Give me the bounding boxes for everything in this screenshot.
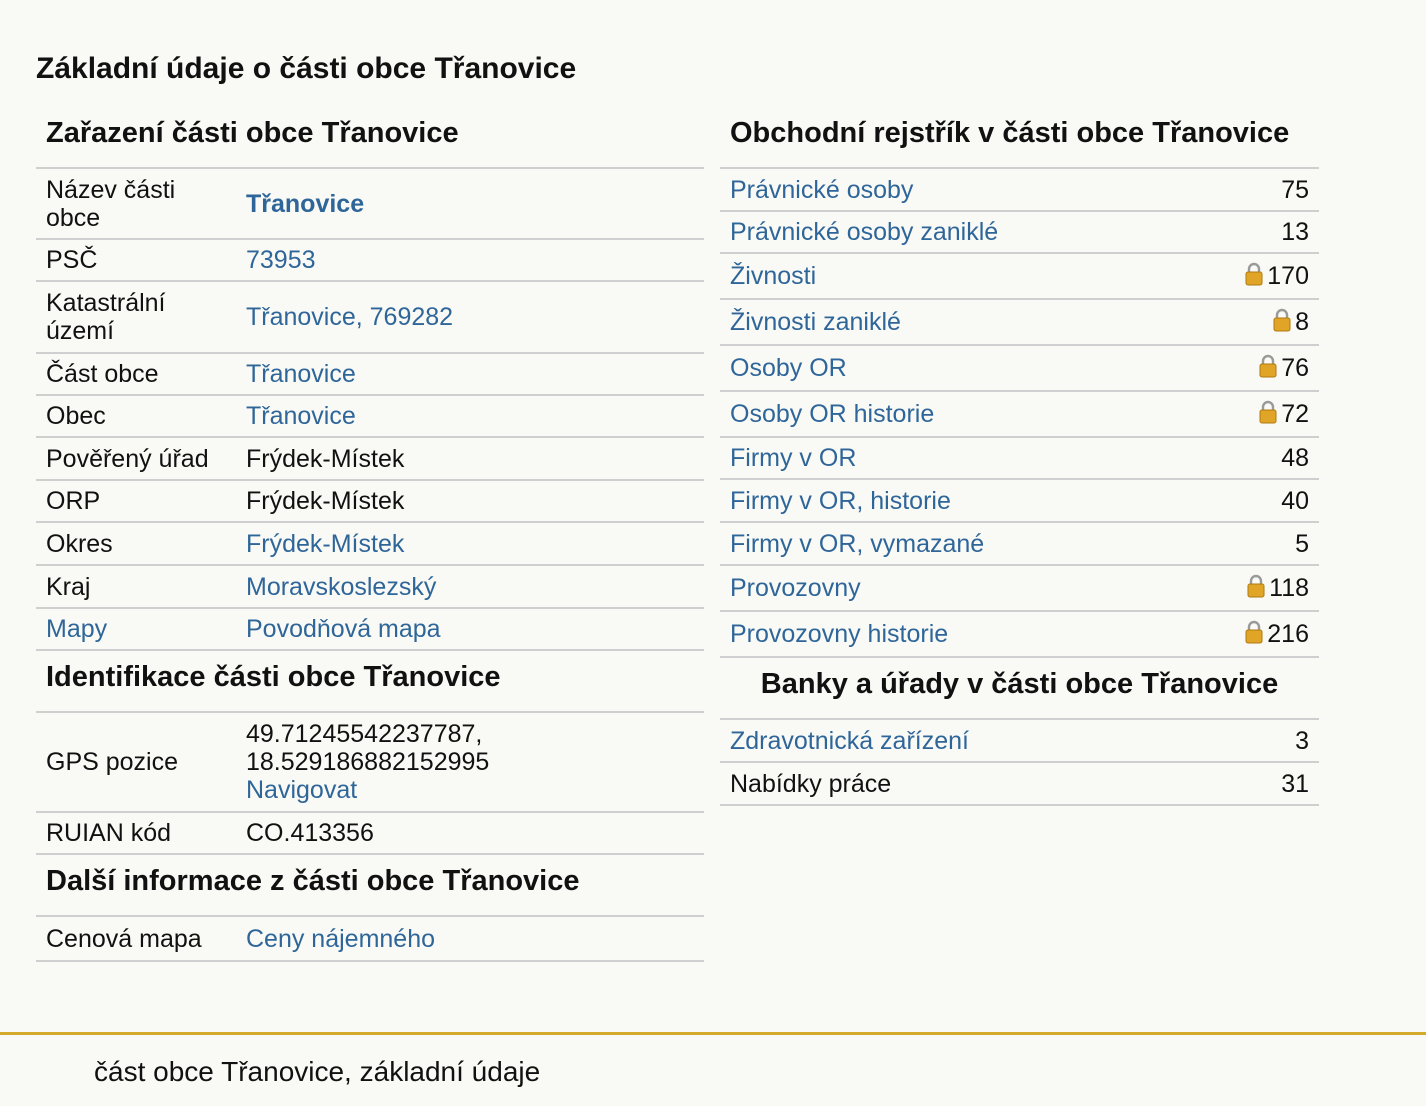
footer-text: část obce Třanovice, základní údaje bbox=[94, 1056, 541, 1087]
ceny-najemneho-link[interactable]: Ceny nájemného bbox=[236, 917, 704, 961]
table-row bbox=[36, 812, 704, 854]
row-label: Název části obce bbox=[36, 169, 236, 239]
obchodni-link[interactable]: Firmy v OR, vymazané bbox=[720, 522, 1184, 565]
row-count bbox=[1184, 345, 1319, 391]
row-label: GPS pozice bbox=[36, 713, 236, 812]
navigate-link[interactable]: Navigovat bbox=[246, 776, 358, 804]
table-row bbox=[36, 281, 704, 353]
obchodni-link[interactable]: Firmy v OR bbox=[720, 437, 1184, 479]
identifikace-table bbox=[36, 713, 704, 855]
row-count-value: 72 bbox=[1281, 400, 1309, 428]
table-row bbox=[36, 395, 704, 437]
table-row bbox=[720, 565, 1319, 611]
table-row bbox=[720, 211, 1319, 253]
row-label: Cenová mapa bbox=[36, 917, 236, 961]
row-label: PSČ bbox=[36, 239, 236, 281]
row-count-value: 216 bbox=[1267, 620, 1309, 648]
gps-value bbox=[236, 713, 704, 812]
dalsi-heading: Další informace z části obce Třanovice bbox=[36, 855, 704, 917]
row-count bbox=[1184, 253, 1319, 299]
povodnova-mapa-link[interactable]: Povodňová mapa bbox=[236, 608, 704, 650]
obchodni-link[interactable]: Právnické osoby zaniklé bbox=[720, 211, 1184, 253]
row-label: ORP bbox=[36, 480, 236, 522]
row-count-value: 118 bbox=[1269, 574, 1309, 602]
table-row bbox=[720, 391, 1319, 437]
banky-table bbox=[720, 720, 1319, 806]
table-row bbox=[36, 608, 704, 650]
row-count-value: 48 bbox=[1281, 444, 1309, 472]
row-value: Frýdek-Místek bbox=[236, 437, 704, 480]
obec-link[interactable]: Třanovice bbox=[236, 395, 704, 437]
table-row bbox=[36, 522, 704, 565]
row-label: Pověřený úřad bbox=[36, 437, 236, 480]
table-row bbox=[720, 479, 1319, 522]
zarazeni-table bbox=[36, 169, 704, 651]
row-label: Obec bbox=[36, 395, 236, 437]
table-row bbox=[36, 169, 704, 239]
row-count-value: 13 bbox=[1281, 218, 1309, 246]
obchodni-link[interactable]: Živnosti zaniklé bbox=[720, 299, 1184, 345]
row-count-value: 8 bbox=[1295, 308, 1309, 336]
row-count bbox=[1184, 479, 1319, 522]
dalsi-table bbox=[36, 917, 704, 962]
lock-icon bbox=[1245, 620, 1263, 644]
obchodni-link[interactable]: Provozovny bbox=[720, 565, 1184, 611]
row-label: Katastrální území bbox=[36, 281, 236, 353]
table-row bbox=[720, 762, 1319, 805]
table-row bbox=[720, 345, 1319, 391]
obchodni-heading: Obchodní rejstřík v části obce Třanovice bbox=[720, 112, 1319, 169]
row-label: Nabídky práce bbox=[720, 762, 1226, 805]
row-count bbox=[1184, 611, 1319, 657]
table-row bbox=[720, 253, 1319, 299]
table-row bbox=[36, 480, 704, 522]
gps-latitude: 49.71245542237787, bbox=[246, 720, 483, 748]
obchodni-link[interactable]: Živnosti bbox=[720, 253, 1184, 299]
table-row bbox=[36, 239, 704, 281]
row-label: Kraj bbox=[36, 565, 236, 608]
row-count-value: 170 bbox=[1267, 262, 1309, 290]
obchodni-table bbox=[720, 169, 1319, 658]
row-count bbox=[1184, 391, 1319, 437]
row-count bbox=[1184, 211, 1319, 253]
row-count: 31 bbox=[1226, 762, 1319, 805]
table-row bbox=[720, 169, 1319, 211]
row-label: RUIAN kód bbox=[36, 812, 236, 854]
obchodni-link[interactable]: Osoby OR historie bbox=[720, 391, 1184, 437]
table-row bbox=[720, 522, 1319, 565]
table-row bbox=[720, 720, 1319, 762]
table-row bbox=[720, 437, 1319, 479]
zdravotnicka-link[interactable]: Zdravotnická zařízení bbox=[720, 720, 1226, 762]
table-row bbox=[36, 713, 704, 812]
obchodni-link[interactable]: Provozovny historie bbox=[720, 611, 1184, 657]
psc-link[interactable]: 73953 bbox=[236, 239, 704, 281]
table-row bbox=[36, 917, 704, 961]
row-count-value: 5 bbox=[1295, 529, 1309, 558]
row-count: 3 bbox=[1226, 720, 1319, 762]
obchodni-link[interactable]: Právnické osoby bbox=[720, 169, 1184, 211]
zarazeni-heading: Zařazení části obce Třanovice bbox=[36, 112, 704, 169]
lock-icon bbox=[1259, 400, 1277, 424]
table-row bbox=[36, 353, 704, 395]
table-row bbox=[36, 437, 704, 480]
row-count bbox=[1184, 299, 1319, 345]
ruian-value: CO.413356 bbox=[236, 812, 704, 854]
nazev-link[interactable]: Třanovice bbox=[236, 169, 704, 239]
okres-link[interactable]: Frýdek-Místek bbox=[236, 522, 704, 565]
row-value: Frýdek-Místek bbox=[236, 480, 704, 522]
obchodni-link[interactable]: Osoby OR bbox=[720, 345, 1184, 391]
mapy-link[interactable]: Mapy bbox=[36, 608, 236, 650]
cast-obce-link[interactable]: Třanovice bbox=[236, 353, 704, 395]
row-label: Okres bbox=[36, 522, 236, 565]
table-row bbox=[720, 299, 1319, 345]
table-row bbox=[36, 565, 704, 608]
row-count-value: 76 bbox=[1281, 354, 1309, 382]
row-count bbox=[1184, 565, 1319, 611]
lock-icon bbox=[1245, 262, 1263, 286]
obchodni-link[interactable]: Firmy v OR, historie bbox=[720, 479, 1184, 522]
lock-icon bbox=[1259, 354, 1277, 378]
banky-heading: Banky a úřady v části obce Třanovice bbox=[720, 658, 1319, 720]
lock-icon bbox=[1247, 574, 1265, 598]
left-column bbox=[36, 112, 704, 962]
row-count bbox=[1184, 522, 1319, 565]
row-count-value: 75 bbox=[1281, 175, 1309, 204]
lock-icon bbox=[1273, 308, 1291, 332]
row-label: Část obce bbox=[36, 353, 236, 395]
row-count-value: 40 bbox=[1281, 486, 1309, 515]
gps-longitude: 18.529186882152995 bbox=[246, 748, 490, 776]
right-column bbox=[720, 112, 1319, 806]
footer-divider bbox=[0, 1032, 1426, 1035]
table-row bbox=[720, 611, 1319, 657]
identifikace-heading: Identifikace části obce Třanovice bbox=[36, 651, 704, 713]
page-title: Základní údaje o části obce Třanovice bbox=[36, 52, 577, 85]
row-count bbox=[1184, 437, 1319, 479]
kraj-link[interactable]: Moravskoslezský bbox=[236, 565, 704, 608]
katastralni-link[interactable]: Třanovice, 769282 bbox=[236, 281, 704, 353]
row-count bbox=[1184, 169, 1319, 211]
